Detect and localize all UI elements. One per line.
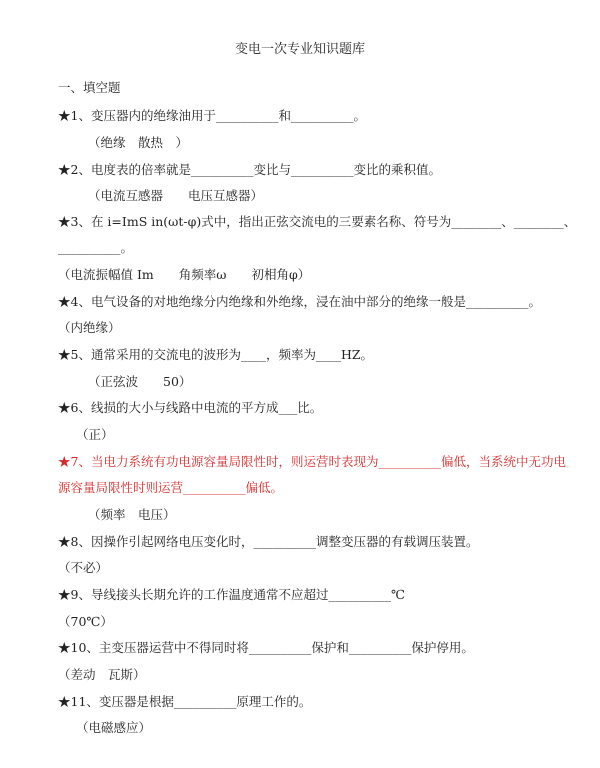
question-6: ★6、线损的大小与线路中电流的平方成___比。 [58, 400, 323, 415]
section-heading: 一、填空题 [58, 80, 121, 95]
question-8: ★8、因操作引起网络电压变化时，__________调整变压器的有载调压装置。 [58, 534, 479, 549]
question-1: ★1、变压器内的绝缘油用于__________和__________。 [58, 108, 366, 123]
document-title: 变电一次专业知识题库 [234, 42, 365, 57]
answer-10: （差动 瓦斯） [58, 667, 146, 682]
question-11: ★11、变压器是根据__________原理工作的。 [58, 694, 312, 709]
answer-1: （绝缘 散热 ） [88, 135, 189, 150]
answer-2: （电流互感器 电压互感器） [88, 188, 264, 203]
question-4: ★4、电气设备的对地绝缘分内绝缘和外绝缘，浸在油中部分的绝缘一般是__________。 [58, 294, 541, 309]
answer-5: （正弦波 50） [88, 374, 192, 389]
answer-8: （不必） [58, 560, 109, 575]
answer-4: （内绝缘） [58, 320, 121, 335]
answer-3: （电流振幅值 Im 角频率ω 初相角φ） [58, 267, 311, 282]
question-3-line-1: ★3、在 i=ImS in(ωt-φ)式中，指出正弦交流电的三要素名称、符号为________、________、 [58, 214, 577, 229]
question-2: ★2、电度表的倍率就是__________变比与__________变比的乘积值。 [58, 162, 441, 177]
question-7-line-1: ★7、当电力系统有功电源容量局限性时，则运营时表现为__________偏低，当系统中无功电 [58, 454, 566, 469]
answer-7: （频率 电压） [88, 507, 176, 522]
question-10: ★10、主变压器运营中不得同时将__________保护和__________保护停用。 [58, 640, 474, 655]
question-3-line-2: __________。 [58, 240, 134, 255]
question-9: ★9、导线接头长期允许的工作温度通常不应超过__________℃ [58, 587, 405, 602]
answer-9: （70℃） [58, 614, 113, 629]
answer-11: （电磁感应） [76, 720, 152, 735]
question-7-line-2: 源容量局限性时则运营__________偏低。 [58, 480, 284, 495]
answer-6: （正） [76, 427, 114, 442]
question-5: ★5、通常采用的交流电的波形为____，频率为____HZ。 [58, 347, 374, 362]
